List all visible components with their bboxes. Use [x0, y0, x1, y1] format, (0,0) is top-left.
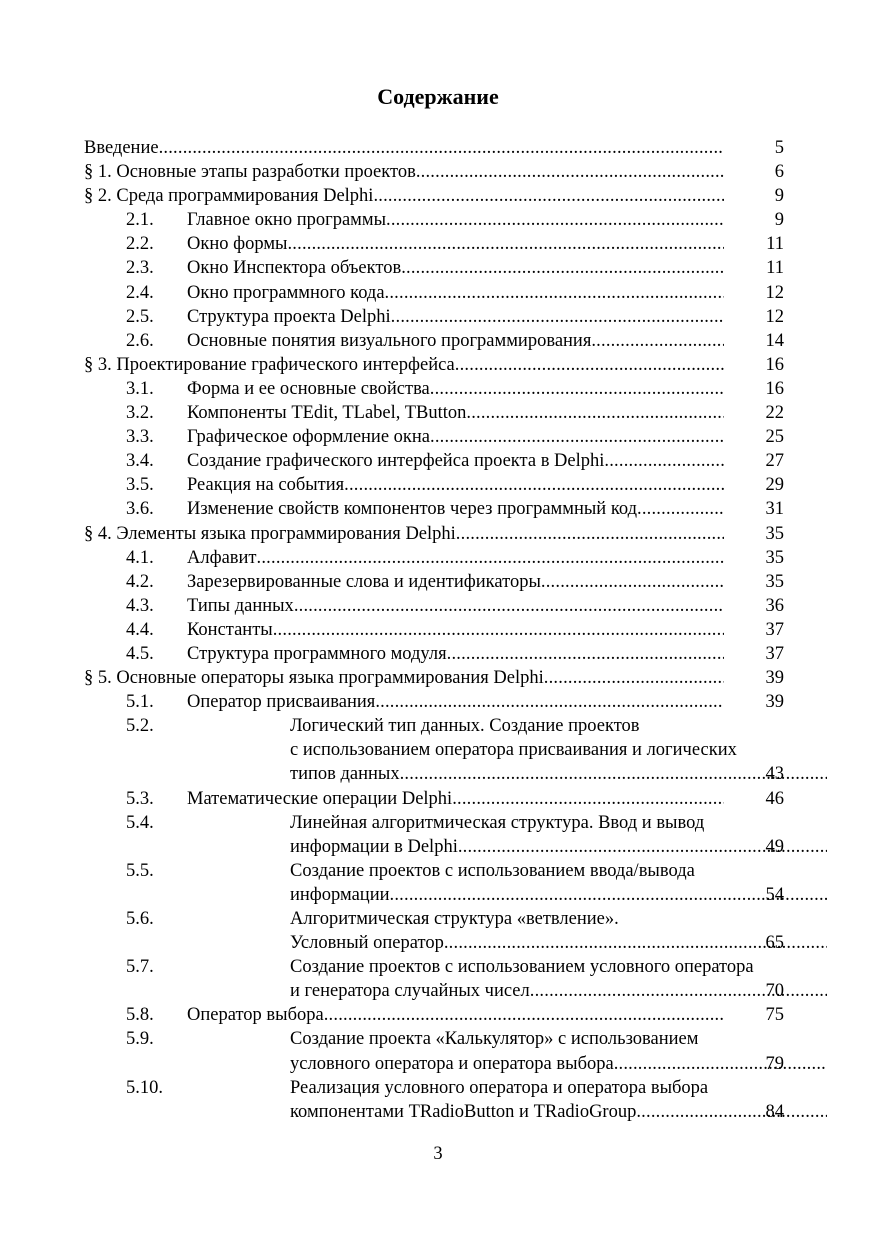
toc-entry	[84, 208, 784, 232]
toc-entry-title-line: Линейная алгоритмическая структура. Ввод и вывод	[290, 812, 705, 833]
toc-entry	[84, 859, 784, 907]
toc-entry-text	[187, 281, 724, 305]
toc-entry-title-line: Основные понятия визуального программирования	[187, 330, 592, 351]
toc-entry-title-line: Главное окно программы	[187, 210, 387, 231]
toc-entry-page: 49	[765, 836, 784, 857]
toc-entry-number: 2.1.	[126, 210, 154, 231]
toc-entry-page: 27	[765, 451, 784, 472]
toc-entry-page: 11	[766, 258, 784, 279]
toc-entry-title-line: Создание графического интерфейса проекта в Delphi	[187, 451, 605, 472]
toc-entry	[84, 497, 784, 521]
toc-entry-number: 2.5.	[126, 306, 154, 327]
toc-entry	[84, 546, 784, 570]
toc-entry-title-line: Реализация условного оператора и оператора выбора	[290, 1077, 709, 1098]
dot-leader	[391, 305, 724, 329]
toc-entry	[84, 811, 784, 859]
toc-entry-number: 5.8.	[126, 1005, 154, 1026]
toc-entry-page: 75	[765, 1005, 784, 1026]
table-of-contents	[84, 136, 784, 1124]
toc-entry-page: 37	[765, 619, 784, 640]
dot-leader	[455, 353, 724, 377]
toc-entry-number: 2.6.	[126, 330, 154, 351]
toc-entry	[84, 642, 784, 666]
toc-entry-title-line: типов данных	[290, 764, 400, 785]
toc-entry-number: 5.2.	[126, 716, 154, 737]
toc-entry-title-line: и генератора случайных чисел	[290, 981, 530, 1002]
toc-entry-page: 12	[765, 282, 784, 303]
toc-entry	[84, 377, 784, 401]
toc-entry-page: 54	[765, 884, 784, 905]
toc-entry-number: 3.2.	[126, 403, 154, 424]
toc-entry-title-line: Константы	[187, 619, 273, 640]
toc-entry-page: 35	[765, 571, 784, 592]
dot-leader	[386, 208, 724, 232]
dot-leader	[430, 377, 724, 401]
dot-leader	[287, 232, 724, 256]
toc-entry-text	[187, 208, 724, 232]
toc-entry-page: 9	[774, 186, 784, 207]
toc-entry-title-line: Структура проекта Delphi	[187, 306, 391, 327]
dot-leader	[344, 473, 724, 497]
toc-entry-number: 5.9.	[126, 1029, 154, 1050]
toc-entry-text	[187, 618, 724, 642]
toc-entry-title-line: Создание проекта «Калькулятор» с использованием	[290, 1029, 699, 1050]
toc-entry-title-line: Зарезервированные слова и идентификаторы	[187, 571, 541, 592]
toc-entry-page: 35	[765, 547, 784, 568]
toc-entry-number: 2.2.	[126, 234, 154, 255]
toc-entry	[84, 1076, 784, 1124]
dot-leader	[637, 497, 724, 521]
toc-entry-text	[187, 401, 724, 425]
dot-leader	[375, 690, 724, 714]
toc-entry-text	[187, 232, 724, 256]
toc-entry-number: 4.2.	[126, 571, 154, 592]
toc-entry-title-line: Окно программного кода	[187, 282, 385, 303]
toc-entry-title-line: Математические операции Delphi	[187, 788, 453, 809]
dot-leader	[452, 787, 724, 811]
dot-leader	[324, 1003, 724, 1027]
toc-entry-title-line: с использованием оператора присваивания и логических	[290, 740, 737, 761]
dot-leader	[544, 666, 724, 690]
toc-entry-title-line: Введение	[84, 138, 159, 158]
toc-entry-title-line: информации в Delphi	[290, 836, 458, 857]
toc-entry-page: 14	[765, 330, 784, 351]
toc-entry-page: 43	[765, 764, 784, 785]
dot-leader	[636, 1100, 827, 1124]
toc-entry	[84, 594, 784, 618]
toc-entry-number: 5.3.	[126, 788, 154, 809]
toc-entry-text	[84, 522, 724, 546]
dot-leader	[604, 449, 724, 473]
toc-entry-text	[187, 449, 724, 473]
dot-leader	[273, 618, 724, 642]
toc-entry-page: 16	[765, 354, 784, 375]
toc-entry-page: 37	[765, 643, 784, 664]
dot-leader	[591, 329, 724, 353]
toc-entry-number: 4.1.	[126, 547, 154, 568]
toc-entry	[84, 618, 784, 642]
toc-entry	[84, 160, 784, 184]
toc-entry	[84, 955, 784, 1003]
toc-entry-text	[187, 329, 724, 353]
toc-entry-page: 31	[765, 499, 784, 520]
toc-entry-text	[187, 377, 724, 401]
toc-entry-title-line: Алфавит	[187, 547, 257, 568]
toc-entry-number: 2.4.	[126, 282, 154, 303]
toc-entry-text	[84, 160, 724, 184]
toc-entry-page: 70	[765, 981, 784, 1002]
page-title: Содержание	[377, 84, 499, 109]
toc-entry-title-line: Алгоритмическая структура «ветвление».	[290, 909, 619, 929]
toc-entry-text	[187, 497, 724, 521]
toc-entry-title-line: Окно Инспектора объектов	[187, 258, 402, 279]
toc-entry-text	[187, 425, 724, 449]
toc-entry	[84, 690, 784, 714]
dot-leader	[466, 401, 724, 425]
toc-entry-page: 16	[765, 378, 784, 399]
dot-leader	[385, 281, 724, 305]
dot-leader	[373, 184, 724, 208]
toc-entry	[84, 256, 784, 280]
toc-entry-text	[84, 184, 724, 208]
toc-entry-title-line: Окно формы	[187, 234, 288, 255]
toc-entry	[84, 473, 784, 497]
toc-entry-title-line: Оператор присваивания	[187, 692, 376, 713]
dot-leader	[159, 136, 724, 160]
toc-entry-page: 29	[765, 475, 784, 496]
toc-entry-title-line: Реакция на события	[187, 475, 345, 496]
toc-entry-title-line: Компоненты TEdit, TLabel, TButton	[187, 403, 467, 424]
toc-entry-number: 5.1.	[126, 692, 154, 713]
toc-entry-text	[187, 570, 724, 594]
toc-entry-title-line: Структура программного модуля	[187, 643, 447, 664]
toc-entry-page: 25	[765, 427, 784, 448]
toc-entry	[84, 136, 784, 160]
toc-entry-page: 65	[765, 933, 784, 954]
dot-leader	[294, 594, 724, 618]
dot-leader	[401, 256, 724, 280]
dot-leader	[416, 160, 724, 184]
toc-entry-text	[187, 1003, 724, 1027]
toc-entry-text	[187, 787, 724, 811]
toc-entry-number: 3.3.	[126, 427, 154, 448]
toc-entry-title-line: Изменение свойств компонентов через программный код	[187, 499, 637, 520]
toc-entry-title-line: компонентами TRadioButton и TRadioGroup	[290, 1101, 637, 1122]
toc-entry	[84, 425, 784, 449]
toc-entry-title-line: § 3. Проектирование графического интерфейса	[84, 354, 455, 375]
toc-entry-title-line: информации	[290, 884, 390, 905]
toc-entry	[84, 184, 784, 208]
toc-entry-title-line: Создание проектов с использованием ввода/вывода	[290, 860, 695, 881]
toc-entry-text	[84, 353, 724, 377]
toc-entry-text	[187, 594, 724, 618]
toc-entry-text	[187, 305, 724, 329]
toc-entry-page: 9	[774, 210, 784, 231]
toc-entry-number: 4.5.	[126, 643, 154, 664]
dot-leader	[430, 425, 724, 449]
toc-entry-number: 4.3.	[126, 595, 154, 616]
toc-entry-text	[84, 666, 724, 690]
dot-leader	[257, 546, 724, 570]
toc-entry-title-line: Графическое оформление окна	[187, 427, 431, 448]
toc-entry-number: 2.3.	[126, 258, 154, 279]
toc-entry-number: 5.4.	[126, 812, 154, 833]
toc-entry-page: 39	[765, 668, 784, 689]
toc-entry	[84, 449, 784, 473]
toc-entry-title-line: Оператор выбора	[187, 1005, 324, 1026]
toc-entry-text	[187, 256, 724, 280]
dot-leader	[456, 522, 724, 546]
toc-entry	[84, 1027, 784, 1075]
toc-entry	[84, 281, 784, 305]
toc-entry-text	[187, 473, 724, 497]
toc-entry	[84, 522, 784, 546]
toc-entry	[84, 305, 784, 329]
toc-entry-title-line: § 1. Основные этапы разработки проектов	[84, 162, 416, 183]
toc-entry-number: 4.4.	[126, 619, 154, 640]
toc-entry-number: 5.10.	[126, 1077, 163, 1098]
toc-entry-page: 84	[765, 1101, 784, 1122]
toc-entry	[84, 329, 784, 353]
toc-entry-number: 5.5.	[126, 860, 154, 881]
toc-entry-text	[187, 690, 724, 714]
toc-entry-page: 11	[766, 234, 784, 255]
dot-leader	[614, 1052, 827, 1076]
toc-entry-number: 3.6.	[126, 499, 154, 520]
toc-entry-number: 3.5.	[126, 475, 154, 496]
toc-entry	[84, 353, 784, 377]
toc-entry-number: 3.1.	[126, 378, 154, 399]
toc-entry-page: 12	[765, 306, 784, 327]
toc-entry	[84, 570, 784, 594]
toc-entry-page: 36	[765, 595, 784, 616]
toc-entry	[84, 666, 784, 690]
toc-entry-title-line: § 2. Среда программирования Delphi	[84, 186, 374, 207]
toc-entry-page: 6	[774, 162, 784, 183]
toc-entry-title-line: Логический тип данных. Создание проектов	[290, 716, 640, 737]
page-number: 3	[433, 1144, 443, 1164]
toc-entry-page: 39	[765, 692, 784, 713]
toc-entry	[84, 1003, 784, 1027]
toc-entry-page: 46	[765, 788, 784, 809]
toc-entry	[84, 907, 784, 955]
toc-entry-page: 79	[765, 1053, 784, 1074]
toc-entry-title-line: Форма и ее основные свойства	[187, 378, 430, 399]
dot-leader	[541, 570, 724, 594]
toc-entry-title-line: § 4. Элементы языка программирования Delphi	[84, 523, 456, 544]
toc-entry	[84, 401, 784, 425]
toc-entry-title-line: § 5. Основные операторы языка программирования Delphi	[84, 668, 544, 689]
toc-entry	[84, 787, 784, 811]
toc-entry-number: 5.7.	[126, 957, 154, 978]
toc-entry-text	[187, 546, 724, 570]
toc-entry-title-line: условного оператора и оператора выбора	[290, 1053, 614, 1074]
toc-entry	[84, 232, 784, 256]
toc-entry-text	[187, 642, 724, 666]
toc-entry-title-line: Условный оператор	[290, 933, 444, 954]
toc-entry-title-line: Типы данных	[187, 595, 294, 616]
toc-entry-page: 5	[774, 138, 784, 158]
toc-entry	[84, 714, 784, 786]
toc-entry-text	[84, 136, 724, 160]
toc-entry-page: 22	[765, 403, 784, 424]
toc-entry-number: 3.4.	[126, 451, 154, 472]
toc-entry-title-line: Создание проектов с использованием условного оператора	[290, 957, 754, 978]
toc-entry-number: 5.6.	[126, 909, 154, 929]
dot-leader	[447, 642, 724, 666]
toc-entry-page: 35	[765, 523, 784, 544]
